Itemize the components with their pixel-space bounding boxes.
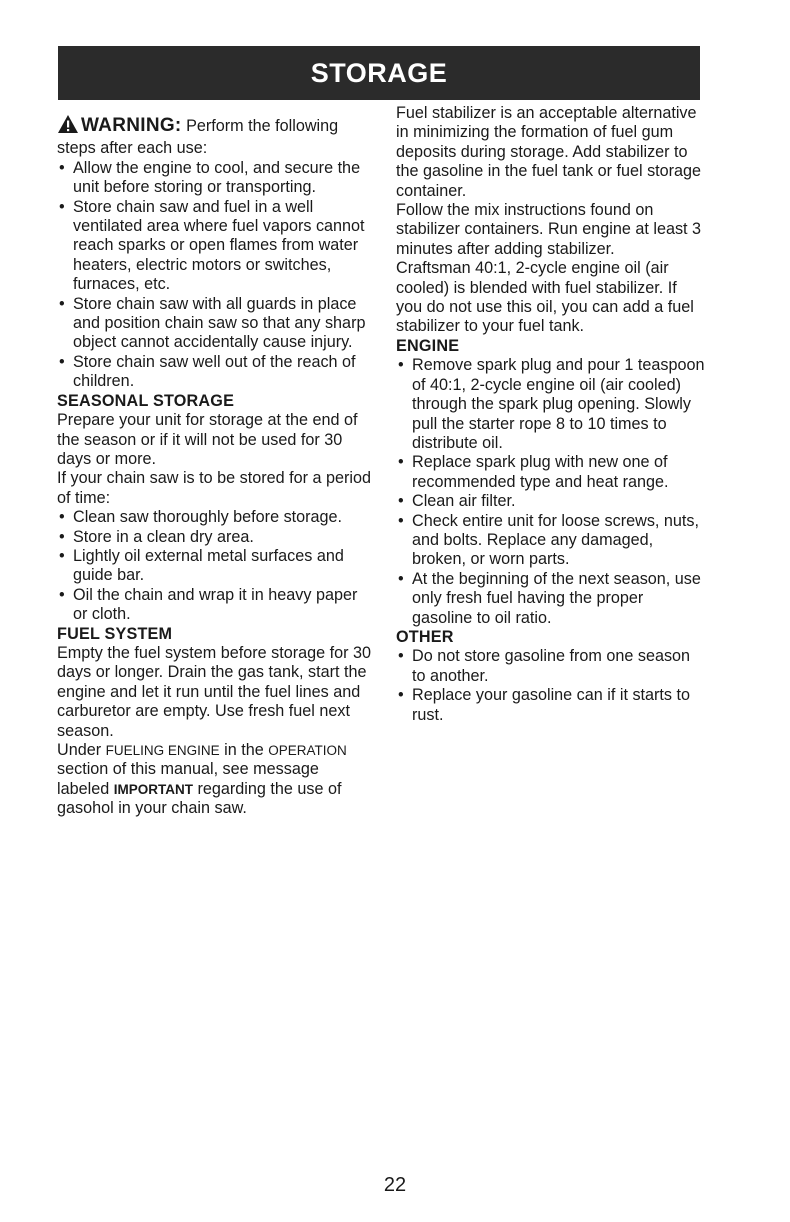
fuel-stabilizer-para: Follow the mix instructions found on stabilizer containers. Run engine at least 3 minutes after adding stabilizer. <box>396 201 702 258</box>
seasonal-storage-para: If your chain saw is to be stored for a period of time: <box>57 469 372 507</box>
warning-intro: Perform the following steps after each use: <box>57 117 339 158</box>
list-item: • Store chain saw with all guards in place and position chain saw so that any sharp object cannot accidentally cause injury. <box>57 295 375 353</box>
warning-list <box>57 159 375 392</box>
list-item: • Oil the chain and wrap it in heavy paper or cloth. <box>57 586 375 625</box>
page-number: 22 <box>383 1174 407 1196</box>
fuel-system-gasohol-note <box>57 741 375 819</box>
note-text: regarding the use of gasohol in your chain saw. <box>57 779 342 818</box>
list-item: • Replace your gasoline can if it starts to rust. <box>396 686 706 725</box>
list-item: • Allow the engine to cool, and secure the unit before storing or transporting. <box>57 159 375 198</box>
other-heading: OTHER <box>396 627 454 646</box>
fuel-system-para: Empty the fuel system before storage for 30 days or longer. Drain the gas tank, start the engine and let it run until the fuel lines and carburetor are empty. Use fresh fuel next season. <box>57 643 372 740</box>
list-item: • Clean saw thoroughly before storage. <box>57 508 375 527</box>
other-list <box>396 647 706 725</box>
right-column <box>396 104 706 725</box>
seasonal-storage-heading: SEASONAL STORAGE <box>57 391 235 410</box>
seasonal-storage-list <box>57 508 375 624</box>
warning-label: WARNING: <box>81 115 182 136</box>
list-item: • Store in a clean dry area. <box>57 528 375 547</box>
list-item: • Remove spark plug and pour 1 teaspoon of 40:1, 2-cycle engine oil (air cooled) through the spark plug opening. Slowly pull the starter rope 8 to 10 times to distribute oil. <box>396 356 706 453</box>
page-title: STORAGE <box>310 57 448 88</box>
engine-heading: ENGINE <box>396 336 460 355</box>
left-column <box>57 104 375 819</box>
fuel-stabilizer-para: Craftsman 40:1, 2-cycle engine oil (air cooled) is blended with fuel stabilizer. If you do not use this oil, you can add a fuel stabilizer to your fuel tank. <box>396 259 694 336</box>
warning-triangle-icon <box>57 114 79 139</box>
operation-section-ref: OPERATION <box>268 743 347 758</box>
list-item: • Do not store gasoline from one season to another. <box>396 647 706 686</box>
fuel-stabilizer-para: Fuel stabilizer is an acceptable alternative in minimizing the formation of fuel gum deposits during storage. Add stabilizer to the gasoline in the fuel tank or fuel storage container. <box>396 104 702 200</box>
seasonal-storage-para: Prepare your unit for storage at the end of the season or if it will not be used for 30 days or more. <box>57 411 358 468</box>
note-text: in the <box>219 741 269 759</box>
fueling-engine-ref: FUELING ENGINE <box>105 743 220 758</box>
section-banner <box>58 46 700 100</box>
list-item: • Store chain saw and fuel in a well ventilated area where fuel vapors cannot reach sparks or open flames from water heaters, electric motors or switches, furnaces, etc. <box>57 198 375 295</box>
note-text: section of this manual, see message labeled <box>57 760 319 798</box>
list-item: • Store chain saw well out of the reach of children. <box>57 353 375 392</box>
engine-list <box>396 356 706 628</box>
list-item: • At the beginning of the next season, use only fresh fuel having the proper gasoline to oil ratio. <box>396 570 706 628</box>
warning-block <box>57 114 375 159</box>
important-label: IMPORTANT <box>113 781 193 797</box>
list-item: • Lightly oil external metal surfaces and guide bar. <box>57 547 375 586</box>
list-item: • Replace spark plug with new one of recommended type and heat range. <box>396 453 706 492</box>
fuel-system-heading: FUEL SYSTEM <box>57 624 173 643</box>
list-item: • Check entire unit for loose screws, nuts, and bolts. Replace any damaged, broken, or worn parts. <box>396 512 706 570</box>
note-text: Under <box>57 741 106 759</box>
list-item: • Clean air filter. <box>396 492 706 511</box>
